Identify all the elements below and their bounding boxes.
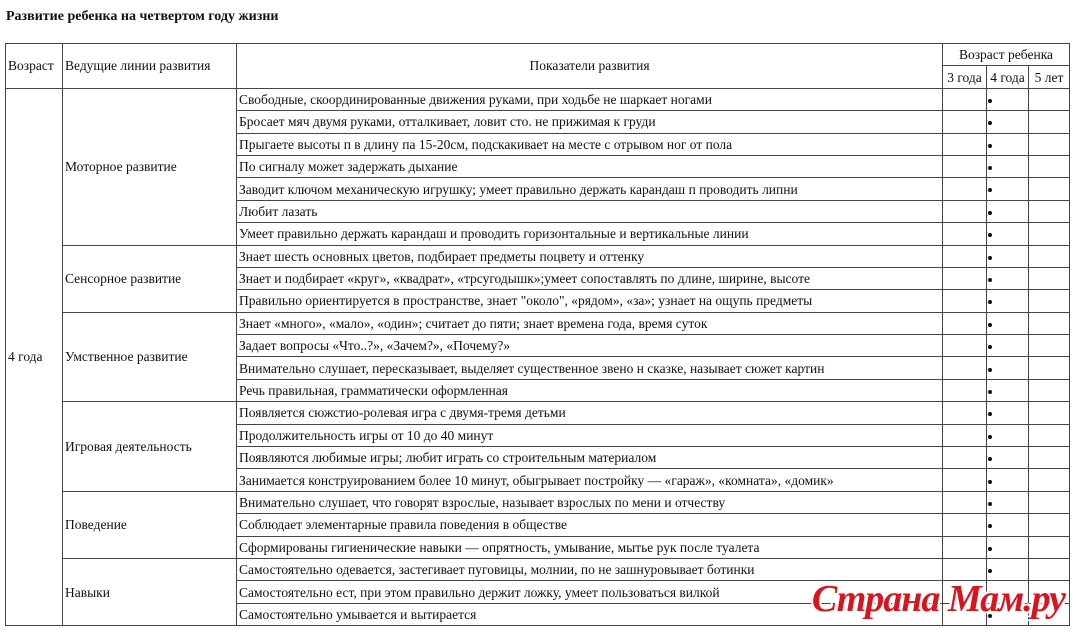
- mark-cell-age5: [1029, 245, 1070, 267]
- mark-cell-age4: [987, 155, 1029, 177]
- mark-cell-age3: [943, 491, 987, 513]
- indicator-cell: По сигналу может задержать дыхание: [237, 155, 943, 177]
- mark-cell-age5: [1029, 536, 1070, 558]
- indicator-cell: Занимается конструированием более 10 минут, обыгрывает постройку — «гараж», «комната», «домик»: [237, 469, 943, 491]
- mark-cell-age4: [987, 223, 1029, 245]
- indicator-cell: Появляется сюжстио-ролевая игра с двумя-тремя детьми: [237, 402, 943, 424]
- bullet-mark-icon: [988, 300, 992, 304]
- mark-cell-age3: [943, 447, 987, 469]
- mark-cell-age4: [987, 245, 1029, 267]
- bullet-mark-icon: [988, 256, 992, 260]
- age-cell: 4 года: [6, 88, 63, 625]
- indicator-cell: Прыгаете высоты п в длину па 15-20см, подскакивает на месте с отрывом ног от пола: [237, 133, 943, 155]
- mark-cell-age3: [943, 402, 987, 424]
- indicator-cell: Речь правильная, грамматически оформленная: [237, 379, 943, 401]
- indicator-cell: Задает вопросы «Что..?», «Зачем?», «Почему?»: [237, 335, 943, 357]
- mark-cell-age3: [943, 312, 987, 334]
- mark-cell-age5: [1029, 267, 1070, 289]
- development-table: [5, 43, 1070, 626]
- header-age: Возраст: [6, 44, 63, 89]
- mark-cell-age3: [943, 514, 987, 536]
- development-line-cell: Навыки: [63, 558, 237, 625]
- indicator-cell: Любит лазать: [237, 200, 943, 222]
- mark-cell-age3: [943, 178, 987, 200]
- indicator-cell: Бросает мяч двумя руками, отталкивает, ловит сто. не прижимая к груди: [237, 111, 943, 133]
- mark-cell-age5: [1029, 178, 1070, 200]
- indicator-cell: Продолжительность игры от 10 до 40 минут: [237, 424, 943, 446]
- header-age-4: 4 года: [987, 66, 1029, 88]
- bullet-mark-icon: [988, 278, 992, 282]
- mark-cell-age4: [987, 312, 1029, 334]
- indicator-cell: Появляются любимые игры; любит играть со строительным материалом: [237, 447, 943, 469]
- indicator-cell: Самостоятельно одевается, застегивает пуговицы, молнии, по не зашнуровывает ботинки: [237, 558, 943, 580]
- table-row: [6, 312, 1070, 334]
- table-row: [6, 491, 1070, 513]
- mark-cell-age5: [1029, 447, 1070, 469]
- bullet-mark-icon: [988, 121, 992, 125]
- indicator-cell: Самостоятельно ест, при этом правильно держит ложку, умеет пользоваться вилкой: [237, 581, 943, 603]
- mark-cell-age5: [1029, 335, 1070, 357]
- bullet-mark-icon: [988, 188, 992, 192]
- mark-cell-age4: [987, 402, 1029, 424]
- mark-cell-age3: [943, 88, 987, 110]
- bullet-mark-icon: [988, 211, 992, 215]
- mark-cell-age5: [1029, 88, 1070, 110]
- mark-cell-age5: [1029, 312, 1070, 334]
- mark-cell-age4: [987, 447, 1029, 469]
- indicator-cell: Внимательно слушает, пересказывает, выделяет существенное звено н сказке, называет сюжет картин: [237, 357, 943, 379]
- mark-cell-age4: [987, 514, 1029, 536]
- mark-cell-age5: [1029, 469, 1070, 491]
- bullet-mark-icon: [988, 166, 992, 170]
- mark-cell-age5: [1029, 155, 1070, 177]
- development-line-cell: Моторное развитие: [63, 88, 237, 245]
- mark-cell-age3: [943, 424, 987, 446]
- development-line-cell: Игровая деятельность: [63, 402, 237, 492]
- mark-cell-age3: [943, 469, 987, 491]
- table-row: [6, 88, 1070, 110]
- bullet-mark-icon: [988, 144, 992, 148]
- indicator-cell: Знает «много», «мало», «один»; считает до пяти; знает времена года, время суток: [237, 312, 943, 334]
- mark-cell-age4: [987, 424, 1029, 446]
- mark-cell-age3: [943, 245, 987, 267]
- indicator-cell: Свободные, скоординированные движения руками, при ходьбе не шаркает ногами: [237, 88, 943, 110]
- development-line-cell: Умственное развитие: [63, 312, 237, 402]
- table-row: [6, 245, 1070, 267]
- bullet-mark-icon: [988, 502, 992, 506]
- indicator-cell: Сформированы гигиенические навыки — опрятность, умывание, мытье рук после туалета: [237, 536, 943, 558]
- mark-cell-age4: [987, 290, 1029, 312]
- bullet-mark-icon: [988, 323, 992, 327]
- mark-cell-age4: [987, 491, 1029, 513]
- mark-cell-age3: [943, 200, 987, 222]
- development-line-cell: Поведение: [63, 491, 237, 558]
- indicator-cell: Соблюдает элементарные правила поведения в обществе: [237, 514, 943, 536]
- indicator-cell: Умеет правильно держать карандаш и проводить горизонтальные и вертикальные линии: [237, 223, 943, 245]
- mark-cell-age4: [987, 357, 1029, 379]
- bullet-mark-icon: [988, 435, 992, 439]
- bullet-mark-icon: [988, 233, 992, 237]
- mark-cell-age4: [987, 379, 1029, 401]
- indicator-cell: Самостоятельно умывается и вытирается: [237, 603, 943, 625]
- header-development-lines: Ведущие линии развития: [63, 44, 237, 89]
- mark-cell-age5: [1029, 290, 1070, 312]
- mark-cell-age5: [1029, 491, 1070, 513]
- mark-cell-age3: [943, 379, 987, 401]
- mark-cell-age4: [987, 111, 1029, 133]
- mark-cell-age3: [943, 133, 987, 155]
- mark-cell-age5: [1029, 133, 1070, 155]
- mark-cell-age5: [1029, 379, 1070, 401]
- mark-cell-age5: [1029, 200, 1070, 222]
- header-age-3: 3 года: [943, 66, 987, 88]
- mark-cell-age4: [987, 267, 1029, 289]
- mark-cell-age3: [943, 155, 987, 177]
- page-title: Развитие ребенка на четвертом году жизни: [6, 9, 279, 24]
- mark-cell-age4: [987, 178, 1029, 200]
- header-child-age: Возраст ребенка: [943, 44, 1070, 66]
- watermark-logo: Страна Мам.ру: [811, 578, 1065, 620]
- bullet-mark-icon: [988, 480, 992, 484]
- indicator-cell: Правильно ориентируется в пространстве, знает "около", «рядом», «за»; узнает на ощупь предметы: [237, 290, 943, 312]
- mark-cell-age3: [943, 223, 987, 245]
- mark-cell-age5: [1029, 111, 1070, 133]
- header-indicators: Показатели развития: [237, 44, 943, 89]
- bullet-mark-icon: [988, 390, 992, 394]
- mark-cell-age5: [1029, 357, 1070, 379]
- mark-cell-age4: [987, 133, 1029, 155]
- mark-cell-age3: [943, 536, 987, 558]
- indicator-cell: Знает шесть основных цветов, подбирает предметы поцвету и оттенку: [237, 245, 943, 267]
- mark-cell-age3: [943, 290, 987, 312]
- bullet-mark-icon: [988, 547, 992, 551]
- mark-cell-age5: [1029, 223, 1070, 245]
- mark-cell-age4: [987, 469, 1029, 491]
- mark-cell-age3: [943, 335, 987, 357]
- bullet-mark-icon: [988, 368, 992, 372]
- indicator-cell: Знает и подбирает «круг», «квадрат», «трсугодышк»;умеет сопоставлять по длине, ширине, высоте: [237, 267, 943, 289]
- development-line-cell: Сенсорное развитие: [63, 245, 237, 312]
- mark-cell-age5: [1029, 402, 1070, 424]
- mark-cell-age4: [987, 88, 1029, 110]
- mark-cell-age5: [1029, 424, 1070, 446]
- indicator-cell: Заводит ключом механическую игрушку; умеет правильно держать карандаш п проводить липни: [237, 178, 943, 200]
- mark-cell-age4: [987, 200, 1029, 222]
- mark-cell-age3: [943, 267, 987, 289]
- bullet-mark-icon: [988, 569, 992, 573]
- mark-cell-age3: [943, 357, 987, 379]
- mark-cell-age4: [987, 536, 1029, 558]
- bullet-mark-icon: [988, 99, 992, 103]
- bullet-mark-icon: [988, 457, 992, 461]
- indicator-cell: Внимательно слушает, что говорят взрослые, называет взрослых по мени и отчеству: [237, 491, 943, 513]
- table-row: [6, 402, 1070, 424]
- mark-cell-age5: [1029, 514, 1070, 536]
- header-age-5: 5 лет: [1029, 66, 1070, 88]
- bullet-mark-icon: [988, 345, 992, 349]
- bullet-mark-icon: [988, 412, 992, 416]
- mark-cell-age4: [987, 335, 1029, 357]
- bullet-mark-icon: [988, 524, 992, 528]
- mark-cell-age3: [943, 111, 987, 133]
